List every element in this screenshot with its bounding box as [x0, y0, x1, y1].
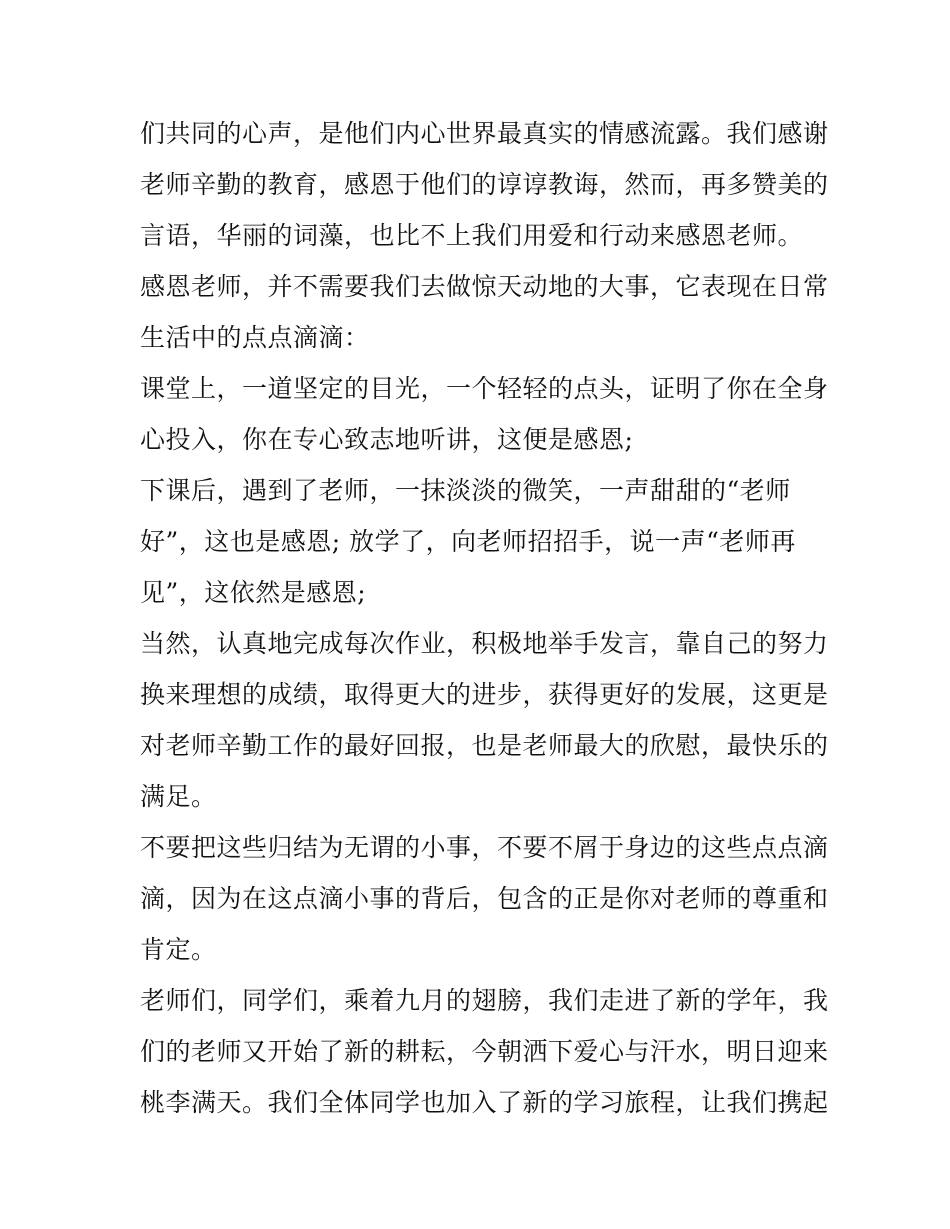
text-line: 课堂上，一道坚定的目光，一个轻轻的点头，证明了你在全身	[140, 374, 829, 403]
text-line: 肯定。	[140, 935, 217, 964]
text-line: 对老师辛勤工作的最好回报，也是老师最大的欣慰，最快乐的	[140, 731, 829, 760]
paragraph	[140, 261, 829, 363]
paragraph	[140, 108, 829, 261]
paragraph	[140, 363, 829, 465]
text-line: 生活中的点点滴滴：	[140, 323, 370, 352]
text-line: 言语，华丽的词藻，也比不上我们用爱和行动来感恩老师。	[140, 221, 804, 250]
document-body	[140, 108, 829, 1128]
paragraph	[140, 975, 829, 1128]
text-line: 好”，这也是感恩; 放学了，向老师招招手，说一声“老师再	[140, 527, 796, 556]
text-line: 心投入，你在专心致志地听讲，这便是感恩;	[140, 425, 634, 454]
text-line: 当然，认真地完成每次作业，积极地举手发言，靠自己的努力	[140, 629, 829, 658]
paragraph	[140, 618, 829, 822]
paragraph	[140, 465, 820, 618]
text-line: 老师们，同学们，乘着九月的翅膀，我们走进了新的学年，我	[140, 986, 829, 1015]
text-line: 感恩老师，并不需要我们去做惊天动地的大事，它表现在日常	[140, 272, 829, 301]
text-line: 桃李满天。我们全体同学也加入了新的学习旅程，让我们携起	[140, 1088, 829, 1117]
text-line: 换来理想的成绩，取得更大的进步，获得更好的发展，这更是	[140, 680, 829, 709]
text-line: 们的老师又开始了新的耕耘，今朝洒下爱心与汗水，明日迎来	[140, 1037, 829, 1066]
paragraph	[140, 822, 829, 975]
text-line: 老师辛勤的教育，感恩于他们的谆谆教诲，然而，再多赞美的	[140, 170, 829, 199]
text-line: 不要把这些归结为无谓的小事，不要不屑于身边的这些点点滴	[140, 833, 829, 862]
text-line: 见”，这依然是感恩;	[140, 578, 367, 607]
text-line: 们共同的心声，是他们内心世界最真实的情感流露。我们感谢	[140, 119, 829, 148]
text-line: 满足。	[140, 782, 217, 811]
text-line: 下课后，遇到了老师，一抹淡淡的微笑，一声甜甜的“老师	[140, 476, 791, 505]
text-line: 滴，因为在这点滴小事的背后，包含的正是你对老师的尊重和	[140, 884, 829, 913]
